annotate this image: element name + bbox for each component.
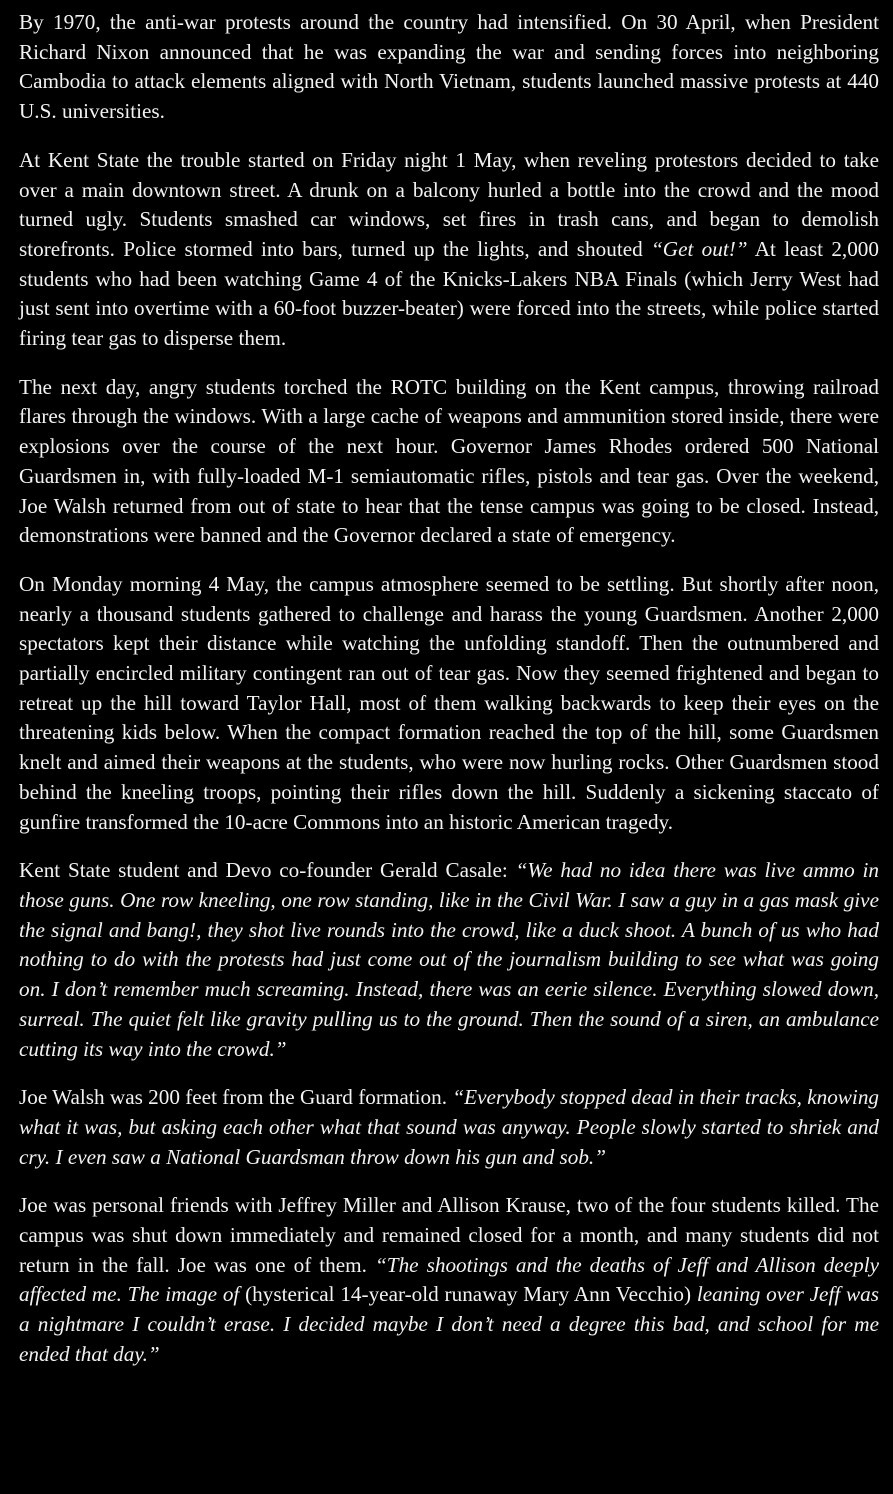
quote-text: “Everybody stopped dead in their tracks, knowing what it was, but asking each other what that sound was anyway. People slowly started to shriek and cry. I even saw a National Guardsman throw down his gun and sob.” (19, 1085, 880, 1169)
body-text: Kent State student and Devo co-founder Gerald Casale: (19, 858, 516, 883)
article-paragraph (19, 1191, 879, 1369)
body-text: At least 2,000 students who had been watching Game 4 of the Knicks-Lakers NBA Finals (which Jerry West had just sent into overtime with a 60-foot buzzer-beater) were forced into the streets, while police started firing tear gas to disperse them. (19, 236, 879, 351)
body-text: (hysterical 14-year-old runaway Mary Ann Vecchio) (239, 1282, 697, 1307)
article-paragraph (19, 8, 879, 127)
body-text: By 1970, the anti-war protests around the country had intensified. On 30 April, when President Richard Nixon announced that he was expanding the war and sending forces into neighboring Cambodia to attack elements aligned with North Vietnam, students launched massive protests at 440 U.S. universities. (19, 10, 879, 124)
article-paragraph (19, 570, 879, 837)
quote-text: “We had no idea there was live ammo in those guns. One row kneeling, one row standing, like in the Civil War. I saw a guy in a gas mask give the signal and bang!, they shot live rounds into the crowd, like a duck shoot. A bunch of us who had nothing to do with the protests had just come out of the journalism building to see what was going on. I don’t remember much screaming. Instead, there was an eerie silence. Everything slowed down, surreal. The quiet felt like gravity pulling us to the ground. Then the sound of a siren, an ambulance cutting its way into the crowd.” (19, 858, 879, 1061)
body-text: At Kent State the trouble started on Friday night 1 May, when reveling protestors decided to take over a main downtown street. A drunk on a balcony hurled a bottle into the crowd and the mood turned ugly. Students smashed car windows, set fires in trash cans, and began to demolish storefronts. Police stormed into bars, turned up the lights, and shouted (19, 147, 879, 261)
body-text: Joe Walsh was 200 feet from the Guard formation. (19, 1085, 453, 1110)
quote-text: leaning over Jeff was a nightmare I couldn’t erase. I decided maybe I don’t need a degree this bad, and school for me ended that day.” (19, 1282, 879, 1366)
article-paragraph (19, 1083, 879, 1172)
quote-text: “The shootings and the deaths of Jeff and Allison deeply affected me. The image of (19, 1252, 879, 1307)
body-text: On Monday morning 4 May, the campus atmosphere seemed to be settling. But shortly after noon, nearly a thousand students gathered to challenge and harass the young Guardsmen. Another 2,000 spectators kept their distance while watching the unfolding standoff. Then the outnumbered and partially encircled military contingent ran out of tear gas. Now they seemed frightened and began to retreat up the hill toward Taylor Hall, most of them walking backwards to keep their eyes on the threatening kids below. When the compact formation reached the top of the hill, some Guardsmen knelt and aimed their weapons at the students, who were now hurling rocks. Other Guardsmen stood behind the kneeling troops, pointing their rifles down the hill. Suddenly a sickening staccato of gunfire transformed the 10-acre Commons into an historic American tragedy. (19, 571, 879, 834)
article-paragraph (19, 373, 879, 551)
article-paragraph (19, 856, 879, 1064)
body-text: The next day, angry students torched the ROTC building on the Kent campus, throwing railroad flares through the windows. With a large cache of weapons and ammunition stored inside, there were explosions over the course of the next hour. Governor James Rhodes ordered 500 National Guardsmen in, with fully-loaded M-1 semiautomatic rifles, pistols and tear gas. Over the weekend, Joe Walsh returned from out of state to hear that the tense campus was going to be closed. Instead, demonstrations were banned and the Governor declared a state of emergency. (19, 374, 879, 548)
body-text: Joe was personal friends with Jeffrey Miller and Allison Krause, two of the four students killed. The campus was shut down immediately and remained closed for a month, and many students did not return in the fall. Joe was one of them. (19, 1193, 879, 1277)
article-paragraph (19, 146, 879, 354)
article-body (19, 8, 879, 1370)
quote-text: “Get out!” (651, 236, 748, 261)
